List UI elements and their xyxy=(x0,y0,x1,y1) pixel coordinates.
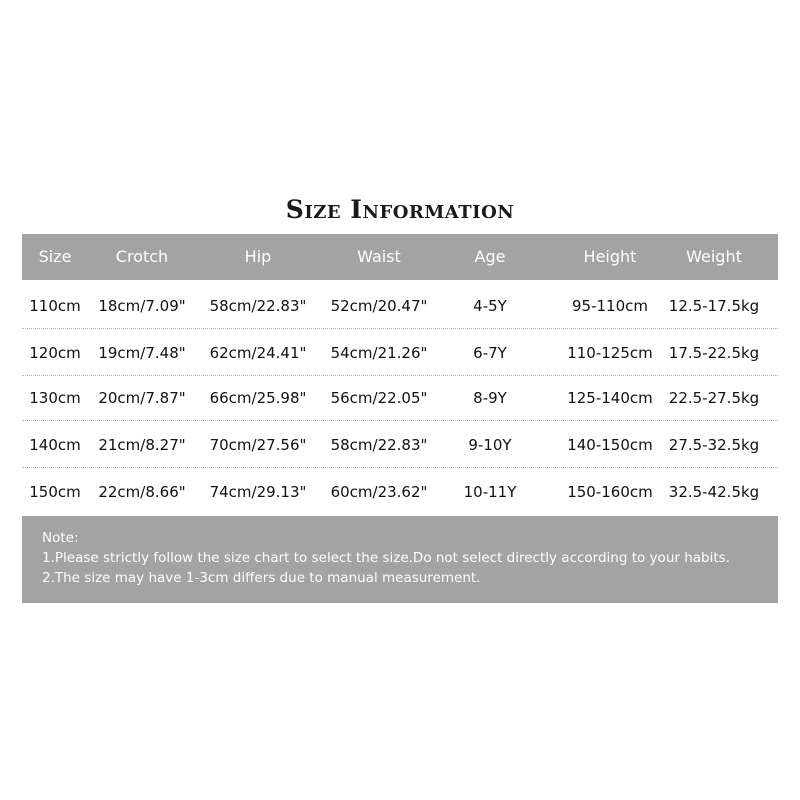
header-waist: Waist xyxy=(357,247,401,266)
header-size: Size xyxy=(38,247,72,266)
cell-size: 130cm xyxy=(29,389,81,407)
cell-age: 9-10Y xyxy=(468,436,512,454)
table-row xyxy=(22,375,778,421)
cell-crotch: 19cm/7.48" xyxy=(98,344,186,362)
header-age: Age xyxy=(474,247,506,266)
header-crotch: Crotch xyxy=(115,247,169,266)
cell-waist: 52cm/20.47" xyxy=(330,297,428,315)
cell-size: 150cm xyxy=(29,483,81,501)
cell-hip: 58cm/22.83" xyxy=(209,297,307,315)
cell-crotch: 22cm/8.66" xyxy=(98,483,186,501)
row-divider xyxy=(22,328,778,329)
table-row xyxy=(22,283,778,329)
cell-height: 95-110cm xyxy=(572,297,648,315)
cell-weight: 32.5-42.5kg xyxy=(668,483,760,501)
note-line-1: 1.Please strictly follow the size chart to select the size.Do not select directly according to your habits. xyxy=(42,550,730,566)
cell-size: 120cm xyxy=(29,344,81,362)
note-line-2: 2.The size may have 1-3cm differs due to manual measurement. xyxy=(42,570,481,586)
cell-height: 150-160cm xyxy=(567,483,653,501)
cell-crotch: 20cm/7.87" xyxy=(98,389,186,407)
note-heading: Note: xyxy=(42,530,79,546)
cell-height: 110-125cm xyxy=(567,344,653,362)
cell-size: 110cm xyxy=(29,297,81,315)
cell-waist: 60cm/23.62" xyxy=(330,483,428,501)
header-weight: Weight xyxy=(686,247,742,266)
cell-hip: 62cm/24.41" xyxy=(209,344,307,362)
row-divider xyxy=(22,420,778,421)
cell-crotch: 18cm/7.09" xyxy=(98,297,186,315)
cell-weight: 27.5-32.5kg xyxy=(668,436,760,454)
cell-age: 10-11Y xyxy=(463,483,517,501)
row-divider xyxy=(22,467,778,468)
cell-height: 140-150cm xyxy=(567,436,653,454)
cell-height: 125-140cm xyxy=(567,389,653,407)
cell-weight: 22.5-27.5kg xyxy=(668,389,760,407)
cell-age: 8-9Y xyxy=(473,389,507,407)
cell-hip: 66cm/25.98" xyxy=(209,389,307,407)
table-row xyxy=(22,330,778,376)
header-height: Height xyxy=(583,247,637,266)
table-row xyxy=(22,422,778,468)
cell-waist: 54cm/21.26" xyxy=(330,344,428,362)
cell-weight: 12.5-17.5kg xyxy=(668,297,760,315)
note-box xyxy=(22,516,778,603)
cell-age: 4-5Y xyxy=(473,297,507,315)
header-hip: Hip xyxy=(244,247,272,266)
cell-age: 6-7Y xyxy=(473,344,507,362)
cell-weight: 17.5-22.5kg xyxy=(668,344,760,362)
cell-waist: 58cm/22.83" xyxy=(330,436,428,454)
cell-crotch: 21cm/8.27" xyxy=(98,436,186,454)
cell-hip: 70cm/27.56" xyxy=(209,436,307,454)
table-header-row xyxy=(22,234,778,280)
cell-size: 140cm xyxy=(29,436,81,454)
table-row xyxy=(22,469,778,515)
page-title: Size Information xyxy=(285,195,515,224)
cell-hip: 74cm/29.13" xyxy=(209,483,307,501)
cell-waist: 56cm/22.05" xyxy=(330,389,428,407)
